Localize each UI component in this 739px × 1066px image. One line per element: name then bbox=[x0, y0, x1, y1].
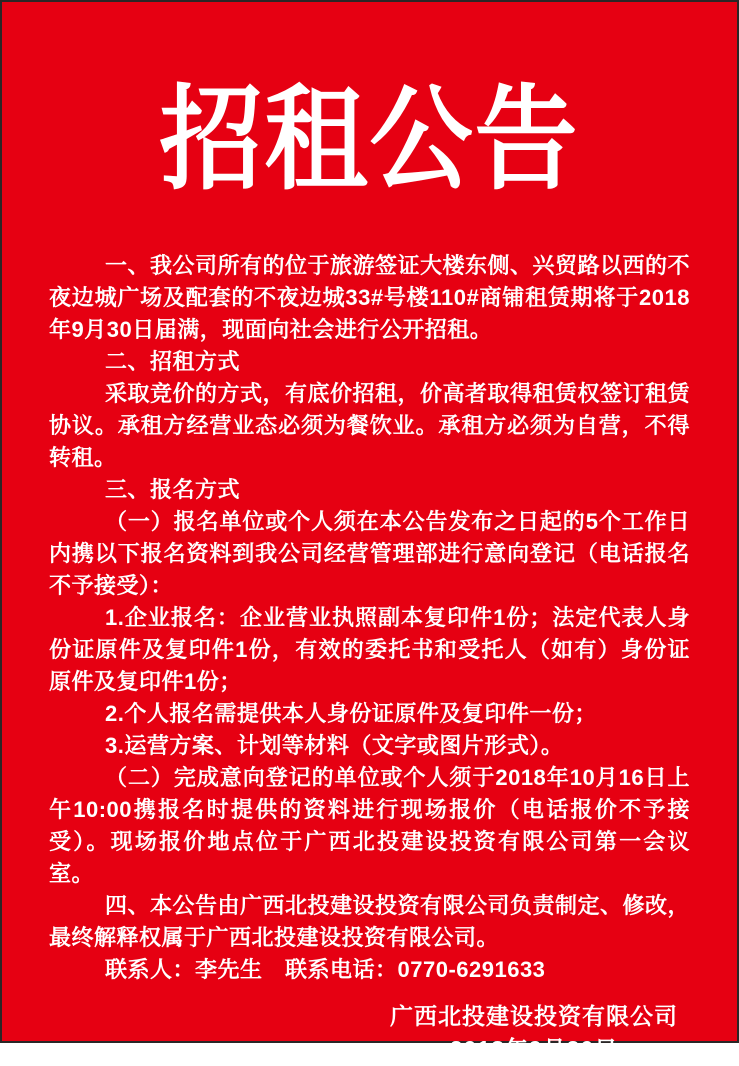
signature-date: 2018年9月30日 bbox=[449, 1035, 619, 1062]
list-item-company-registration: 1.企业报名：企业营业执照副本复印件1份；法定代表人身份证原件及复印件1份，有效的委托书和受托人（如有）身份证原件及复印件1份； bbox=[49, 604, 690, 694]
paragraph-registration-1: （一）报名单位或个人须在本公告发布之日起的5个工作日内携以下报名资料到我公司经营管理部进行意向登记（电话报名不予接受）： bbox=[49, 508, 690, 598]
heading-registration: 三、报名方式 bbox=[105, 476, 241, 502]
paragraph-rental-method: 采取竞价的方式，有底价招租，价高者取得租赁权签订租赁协议。承租方经营业态必须为餐饮业。承租方必须为自营，不得转租。 bbox=[49, 380, 691, 470]
paragraph-registration-2: （二）完成意向登记的单位或个人须于2018年10月16日上午10:00携报名时提供的资料进行现场报价（电话报价不予接受）。现场报价地点位于广西北投建设投资有限公司第一会议室。 bbox=[49, 764, 690, 886]
heading-rental-method: 二、招租方式 bbox=[105, 348, 241, 374]
signature-block bbox=[390, 1000, 678, 1066]
contact-line: 联系人：李先生 联系电话：0770-6291633 bbox=[105, 956, 546, 982]
paragraph-interpretation-rights: 四、本公告由广西北投建设投资有限公司负责制定、修改，最终解释权属于广西北投建设投资有限公司。 bbox=[49, 892, 691, 950]
signature-company: 广西北投建设投资有限公司 bbox=[390, 1002, 678, 1029]
announcement-body bbox=[49, 250, 690, 986]
list-item-individual-registration: 2.个人报名需提供本人身份证原件及复印件一份； bbox=[105, 700, 597, 726]
poster-title: 招租公告 bbox=[159, 78, 580, 204]
paragraph-intro: 一、我公司所有的位于旅游签证大楼东侧、兴贸路以西的不夜边城广场及配套的不夜边城33#号楼110#商铺租赁期将于2018年9月30日届满，现面向社会进行公开招租。 bbox=[49, 252, 691, 342]
list-item-operation-plan: 3.运营方案、计划等材料（文字或图片形式）。 bbox=[105, 732, 564, 758]
